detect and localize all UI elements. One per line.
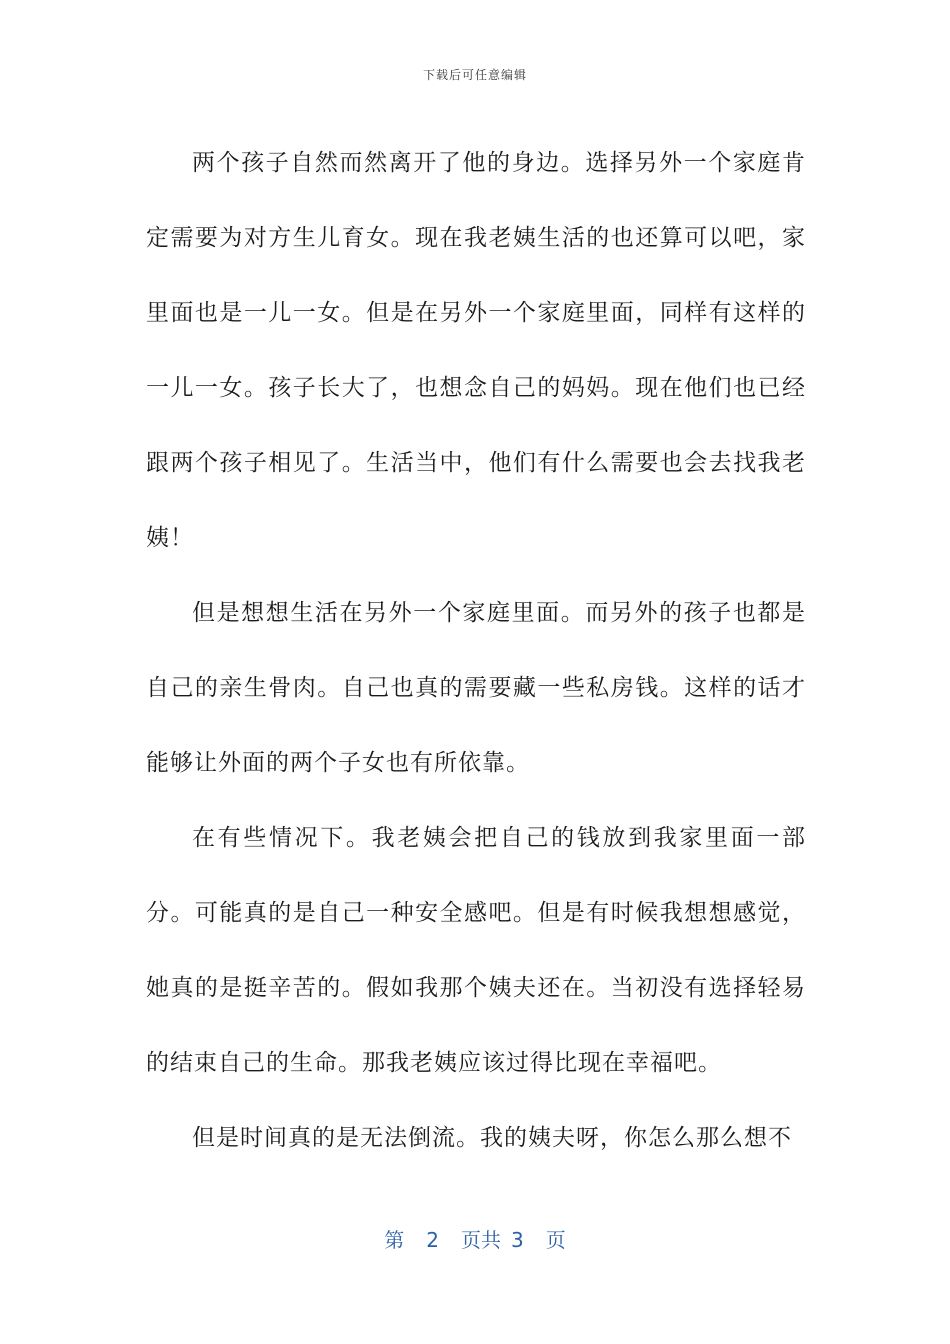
paragraph: 但是时间真的是无法倒流。我的姨夫呀，你怎么那么想不	[192, 1125, 792, 1151]
header-note: 下载后可任意编辑	[422, 68, 527, 82]
paragraph: 两个孩子自然而然离开了他的身边。选择另外一个家庭肯定需要为对方生儿育女。现在我老姨生活的也还算可以吧，家里面也是一儿一女。但是在另外一个家庭里面，同样有这样的一儿一女。孩子长大了，也想念自己的妈妈。现在他们也已经跟两个孩子相见了。生活当中，他们有什么需要也会去找我老姨！	[146, 150, 806, 551]
page-number-footer	[0, 1224, 950, 1253]
page-suffix: 页共	[461, 1228, 501, 1252]
current-page-number: 2	[426, 1228, 439, 1252]
page-prefix: 第	[384, 1228, 405, 1252]
paragraph: 在有些情况下。我老姨会把自己的钱放到我家里面一部分。可能真的是自己一种安全感吧。但是有时候我想想感觉，她真的是挺辛苦的。假如我那个姨夫还在。当初没有选择轻易的结束自己的生命。那我老姨应该过得比现在幸福吧。	[146, 825, 806, 1076]
total-suffix: 页	[545, 1228, 566, 1252]
paragraph: 但是想想生活在另外一个家庭里面。而另外的孩子也都是自己的亲生骨肉。自己也真的需要藏一些私房钱。这样的话才能够让外面的两个子女也有所依靠。	[146, 600, 806, 776]
total-pages-number: 3	[511, 1228, 524, 1252]
document-body	[146, 126, 806, 1176]
